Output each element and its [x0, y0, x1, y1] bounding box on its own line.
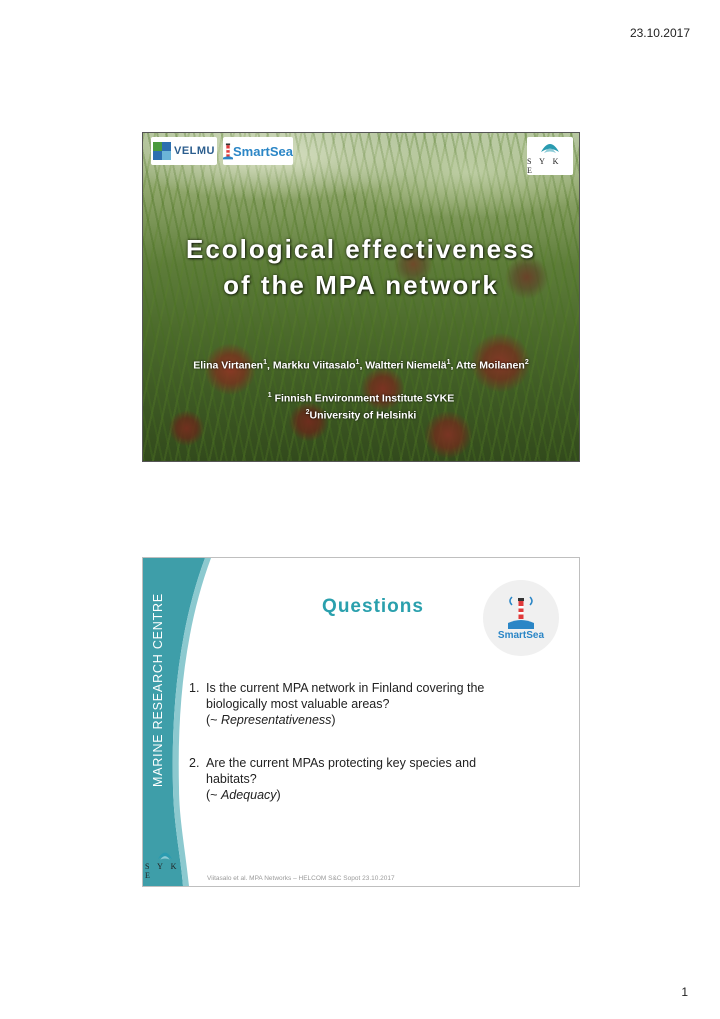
question-line: Are the current MPAs protecting key species and — [206, 756, 477, 770]
question-line: biologically most valuable areas? — [206, 697, 390, 711]
side-band-text: MARINE RESEARCH CENTRE — [151, 593, 165, 788]
affiliation-sup: 1 — [267, 392, 272, 399]
syke-logo-text: S Y K E — [527, 156, 562, 175]
question-item — [189, 680, 549, 728]
lighthouse-icon — [506, 595, 536, 629]
smartsea-logo — [223, 137, 293, 165]
question-item — [189, 755, 549, 803]
author: Elina Virtanen — [193, 359, 264, 372]
affiliation-list — [143, 389, 579, 422]
smartsea-logo-text: SmartSea — [233, 143, 293, 159]
author-sup: 1 — [355, 359, 360, 366]
slide-title — [143, 231, 579, 303]
page-number: 1 — [681, 985, 688, 999]
affiliation-text: University of Helsinki — [309, 409, 417, 421]
note-term: Adequacy — [220, 788, 277, 802]
lighthouse-icon — [223, 141, 233, 161]
slide-title-line1: Ecological effectiveness — [185, 234, 537, 264]
syke-logo — [527, 137, 573, 175]
affiliation-sup: 2 — [305, 408, 310, 416]
note-suffix: ) — [331, 713, 336, 727]
question-number: 2. — [189, 756, 200, 770]
author-sup: 1 — [446, 359, 451, 366]
affiliation — [143, 406, 579, 423]
syke-footer-logo-text: S Y K E — [145, 862, 180, 880]
author-list: Elina Virtanen$^1$, Markku Viitasalo$^1$, Waltteri Niemelä$^1$, Atte Moilanen$^2$ — [193, 359, 529, 372]
note-suffix: ) — [276, 788, 281, 802]
question-line: Is the current MPA network in Finland covering the — [206, 681, 485, 695]
question-line: habitats? — [206, 772, 257, 786]
velmu-logo — [151, 137, 217, 165]
note-term: Representativeness — [220, 713, 332, 727]
smartsea-round-logo-text: SmartSea — [497, 630, 545, 641]
author-sup: 1 — [263, 359, 268, 366]
affiliation — [143, 389, 579, 406]
author-sup: 2 — [524, 359, 529, 366]
author: Waltteri Niemelä — [365, 359, 447, 372]
question-number: 1. — [189, 681, 200, 695]
slide-title-line2: of the MPA network — [223, 270, 499, 300]
note-prefix: (~ — [206, 788, 221, 802]
question-note — [206, 787, 549, 803]
syke-footer-logo — [145, 848, 185, 882]
velmu-logo-icon — [153, 142, 171, 160]
syke-wave-icon — [155, 848, 175, 862]
affiliation-text: Finnish Environment Institute SYKE — [274, 392, 455, 405]
note-prefix: (~ — [206, 713, 221, 727]
velmu-logo-text: VELMU — [174, 145, 215, 157]
questions-slide — [142, 557, 580, 887]
syke-wave-icon — [539, 138, 561, 156]
question-note — [206, 712, 549, 728]
slide-footer: Viitasalo et al. MPA Networks – HELCOM S&C Sopot 23.10.2017 — [207, 875, 395, 882]
slide-title: Questions — [322, 596, 424, 617]
smartsea-round-logo — [483, 580, 559, 656]
page-date: 23.10.2017 — [629, 26, 690, 40]
author: Markku Viitasalo — [272, 359, 356, 372]
author: Atte Moilanen — [455, 359, 525, 372]
title-slide — [142, 132, 580, 462]
